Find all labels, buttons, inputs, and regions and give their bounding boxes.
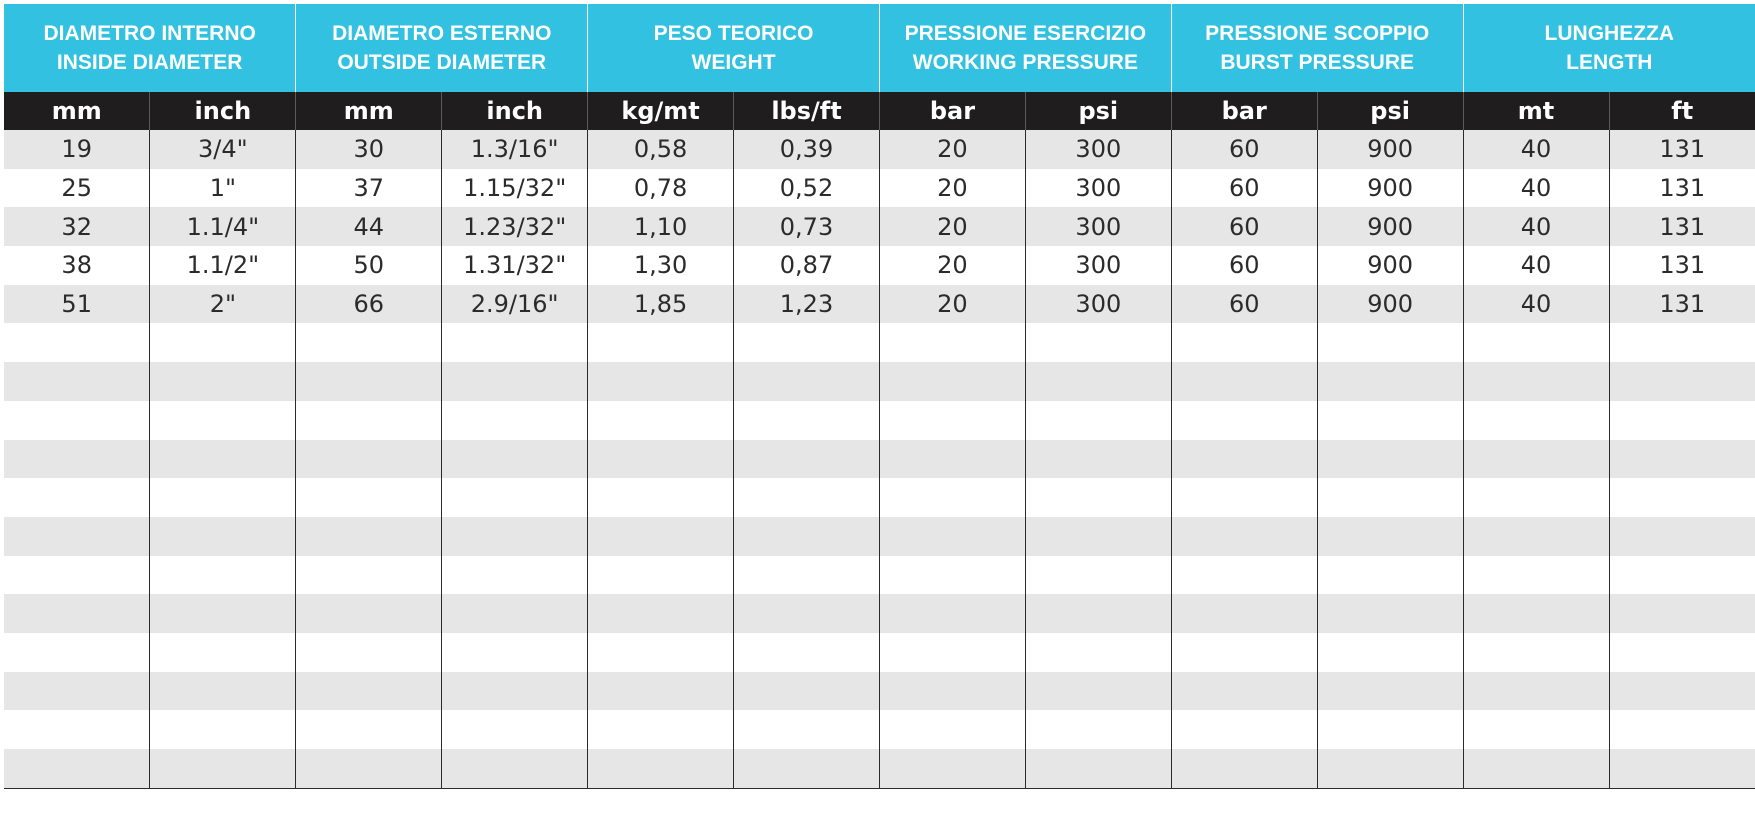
table-cell bbox=[1609, 517, 1755, 556]
table-cell: 20 bbox=[879, 169, 1025, 208]
table-row bbox=[4, 323, 1755, 362]
table-cell bbox=[879, 556, 1025, 595]
table-cell bbox=[879, 401, 1025, 440]
table-cell bbox=[734, 672, 880, 711]
table-cell: 30 bbox=[296, 130, 442, 169]
unit-header: psi bbox=[1317, 92, 1463, 130]
table-cell: 51 bbox=[4, 285, 150, 324]
table-cell bbox=[588, 672, 734, 711]
table-cell: 900 bbox=[1317, 207, 1463, 246]
unit-header: lbs/ft bbox=[734, 92, 880, 130]
table-cell: 40 bbox=[1463, 285, 1609, 324]
table-cell bbox=[879, 440, 1025, 479]
table-cell bbox=[1463, 362, 1609, 401]
table-cell bbox=[734, 401, 880, 440]
table-cell bbox=[1317, 556, 1463, 595]
table-cell bbox=[1463, 401, 1609, 440]
table-cell bbox=[1171, 401, 1317, 440]
table-cell bbox=[1317, 672, 1463, 711]
table-cell bbox=[150, 556, 296, 595]
table-row bbox=[4, 556, 1755, 595]
table-cell: 1.3/16" bbox=[442, 130, 588, 169]
hose-spec-table bbox=[4, 4, 1755, 789]
table-cell bbox=[4, 749, 150, 788]
table-cell: 1.23/32" bbox=[442, 207, 588, 246]
table-cell bbox=[442, 710, 588, 749]
table-cell: 0,87 bbox=[734, 246, 880, 285]
table-row bbox=[4, 594, 1755, 633]
table-cell bbox=[296, 517, 442, 556]
table-cell bbox=[588, 401, 734, 440]
unit-header-row bbox=[4, 92, 1755, 130]
table-cell bbox=[588, 594, 734, 633]
table-cell: 32 bbox=[4, 207, 150, 246]
unit-header: bar bbox=[1171, 92, 1317, 130]
table-row bbox=[4, 207, 1755, 246]
table-cell bbox=[879, 710, 1025, 749]
table-cell bbox=[588, 478, 734, 517]
table-cell bbox=[1171, 478, 1317, 517]
group-header-line-2: LENGTH bbox=[1566, 51, 1653, 74]
table-cell: 20 bbox=[879, 246, 1025, 285]
table-cell: 25 bbox=[4, 169, 150, 208]
table-cell bbox=[296, 401, 442, 440]
table-cell bbox=[296, 478, 442, 517]
unit-header: kg/mt bbox=[588, 92, 734, 130]
table-cell: 60 bbox=[1171, 285, 1317, 324]
table-row bbox=[4, 246, 1755, 285]
table-cell: 2.9/16" bbox=[442, 285, 588, 324]
unit-header: mm bbox=[4, 92, 150, 130]
table-cell bbox=[150, 517, 296, 556]
table-cell bbox=[588, 517, 734, 556]
table-cell bbox=[1609, 556, 1755, 595]
table-cell: 0,78 bbox=[588, 169, 734, 208]
table-cell bbox=[442, 401, 588, 440]
table-cell bbox=[296, 556, 442, 595]
table-cell: 131 bbox=[1609, 169, 1755, 208]
table-cell: 20 bbox=[879, 285, 1025, 324]
table-cell bbox=[150, 672, 296, 711]
table-cell bbox=[588, 440, 734, 479]
table-cell bbox=[1171, 362, 1317, 401]
table-cell bbox=[879, 517, 1025, 556]
table-cell bbox=[1609, 401, 1755, 440]
table-cell: 131 bbox=[1609, 207, 1755, 246]
table-cell bbox=[150, 710, 296, 749]
table-cell bbox=[4, 323, 150, 362]
table-cell bbox=[1317, 710, 1463, 749]
table-cell bbox=[4, 556, 150, 595]
table-cell bbox=[1609, 633, 1755, 672]
table-cell bbox=[4, 440, 150, 479]
group-header-outside-diameter bbox=[296, 4, 588, 92]
table-cell bbox=[734, 323, 880, 362]
group-header-line-2: INSIDE DIAMETER bbox=[56, 51, 243, 74]
table-cell: 60 bbox=[1171, 169, 1317, 208]
table-cell: 131 bbox=[1609, 130, 1755, 169]
table-cell bbox=[1171, 633, 1317, 672]
table-cell bbox=[1609, 710, 1755, 749]
table-cell bbox=[4, 517, 150, 556]
unit-header: inch bbox=[150, 92, 296, 130]
table-cell bbox=[1609, 672, 1755, 711]
table-cell bbox=[1317, 633, 1463, 672]
table-cell bbox=[1171, 672, 1317, 711]
table-row bbox=[4, 440, 1755, 479]
table-row bbox=[4, 517, 1755, 556]
table-cell: 20 bbox=[879, 207, 1025, 246]
table-cell bbox=[1317, 517, 1463, 556]
table-cell: 131 bbox=[1609, 246, 1755, 285]
group-header-line-1: DIAMETRO ESTERNO bbox=[332, 22, 552, 45]
table-cell bbox=[1463, 517, 1609, 556]
table-cell bbox=[1171, 556, 1317, 595]
table-cell bbox=[1463, 749, 1609, 788]
table-cell bbox=[150, 749, 296, 788]
table-cell: 0,73 bbox=[734, 207, 880, 246]
table-row bbox=[4, 362, 1755, 401]
table-cell bbox=[1317, 401, 1463, 440]
group-header-working-pressure bbox=[879, 4, 1171, 92]
table-cell: 1" bbox=[150, 169, 296, 208]
table-cell bbox=[1317, 440, 1463, 479]
table-cell: 131 bbox=[1609, 285, 1755, 324]
table-cell bbox=[879, 323, 1025, 362]
table-cell bbox=[296, 323, 442, 362]
table-cell bbox=[1171, 517, 1317, 556]
group-header-row bbox=[4, 4, 1755, 92]
table-cell: 40 bbox=[1463, 246, 1609, 285]
table-cell bbox=[296, 362, 442, 401]
table-cell bbox=[1171, 594, 1317, 633]
table-cell bbox=[4, 478, 150, 517]
table-cell bbox=[442, 633, 588, 672]
table-cell: 66 bbox=[296, 285, 442, 324]
table-cell: 20 bbox=[879, 130, 1025, 169]
group-header-line-2: WEIGHT bbox=[691, 51, 776, 74]
table-cell: 0,58 bbox=[588, 130, 734, 169]
table-cell: 60 bbox=[1171, 130, 1317, 169]
table-cell: 900 bbox=[1317, 246, 1463, 285]
table-cell bbox=[296, 594, 442, 633]
table-cell bbox=[734, 749, 880, 788]
unit-header: psi bbox=[1025, 92, 1171, 130]
table-row bbox=[4, 169, 1755, 208]
table-cell: 900 bbox=[1317, 285, 1463, 324]
table-cell: 60 bbox=[1171, 246, 1317, 285]
table-cell bbox=[1609, 749, 1755, 788]
table-cell bbox=[1463, 478, 1609, 517]
unit-header: mt bbox=[1463, 92, 1609, 130]
table-cell bbox=[588, 362, 734, 401]
table-cell bbox=[1025, 440, 1171, 479]
table-cell: 19 bbox=[4, 130, 150, 169]
group-header-length bbox=[1463, 4, 1755, 92]
table-cell: 1,30 bbox=[588, 246, 734, 285]
table-cell bbox=[734, 594, 880, 633]
table-cell bbox=[1025, 362, 1171, 401]
table-cell bbox=[150, 323, 296, 362]
table-cell: 1.15/32" bbox=[442, 169, 588, 208]
table-cell bbox=[879, 362, 1025, 401]
table-row bbox=[4, 749, 1755, 788]
table-cell bbox=[296, 749, 442, 788]
group-header-line-1: LUNGHEZZA bbox=[1544, 22, 1675, 45]
group-header-line-1: PESO TEORICO bbox=[653, 22, 814, 45]
group-header-line-1: PRESSIONE SCOPPIO bbox=[1205, 22, 1430, 45]
table-cell bbox=[1025, 672, 1171, 711]
table-cell: 50 bbox=[296, 246, 442, 285]
table-cell: 0,52 bbox=[734, 169, 880, 208]
table-cell: 300 bbox=[1025, 169, 1171, 208]
table-cell: 40 bbox=[1463, 207, 1609, 246]
table-cell bbox=[1025, 323, 1171, 362]
table-cell bbox=[1463, 440, 1609, 479]
group-header-line-2: WORKING PRESSURE bbox=[912, 51, 1138, 74]
group-header-line-1: PRESSIONE ESERCIZIO bbox=[904, 22, 1147, 45]
table-cell bbox=[1463, 323, 1609, 362]
table-cell bbox=[879, 478, 1025, 517]
table-cell bbox=[1463, 633, 1609, 672]
table-cell: 1,85 bbox=[588, 285, 734, 324]
table-cell: 900 bbox=[1317, 169, 1463, 208]
table-cell: 40 bbox=[1463, 130, 1609, 169]
table-cell bbox=[1463, 594, 1609, 633]
table-cell: 300 bbox=[1025, 207, 1171, 246]
table-cell: 1,10 bbox=[588, 207, 734, 246]
table-cell bbox=[1463, 710, 1609, 749]
table-cell: 1,23 bbox=[734, 285, 880, 324]
table-cell bbox=[4, 401, 150, 440]
table-cell bbox=[1171, 710, 1317, 749]
table-cell bbox=[296, 672, 442, 711]
table-cell bbox=[1025, 633, 1171, 672]
table-cell: 40 bbox=[1463, 169, 1609, 208]
table-cell: 44 bbox=[296, 207, 442, 246]
table-cell bbox=[734, 710, 880, 749]
table-cell bbox=[1025, 556, 1171, 595]
table-cell bbox=[588, 749, 734, 788]
table-cell bbox=[150, 633, 296, 672]
table-cell bbox=[150, 594, 296, 633]
table-cell: 0,39 bbox=[734, 130, 880, 169]
table-body bbox=[4, 130, 1755, 788]
table-cell bbox=[588, 323, 734, 362]
group-header-line-2: OUTSIDE DIAMETER bbox=[337, 51, 547, 74]
table-cell bbox=[1025, 401, 1171, 440]
table-cell bbox=[1025, 749, 1171, 788]
table-row bbox=[4, 633, 1755, 672]
table-cell bbox=[442, 517, 588, 556]
spec-table-container bbox=[4, 4, 1755, 789]
group-header-inside-diameter bbox=[4, 4, 296, 92]
group-header-line-1: DIAMETRO INTERNO bbox=[43, 22, 256, 45]
table-cell bbox=[442, 478, 588, 517]
table-cell bbox=[442, 594, 588, 633]
table-cell bbox=[734, 556, 880, 595]
table-cell bbox=[4, 633, 150, 672]
unit-header: bar bbox=[879, 92, 1025, 130]
table-cell bbox=[1025, 478, 1171, 517]
table-cell bbox=[1317, 594, 1463, 633]
group-header-line-2: BURST PRESSURE bbox=[1220, 51, 1415, 74]
table-cell bbox=[4, 710, 150, 749]
table-cell: 300 bbox=[1025, 246, 1171, 285]
table-cell bbox=[296, 633, 442, 672]
table-cell bbox=[1609, 440, 1755, 479]
table-cell bbox=[734, 362, 880, 401]
unit-header: mm bbox=[296, 92, 442, 130]
table-cell bbox=[4, 362, 150, 401]
table-cell bbox=[879, 594, 1025, 633]
table-cell bbox=[4, 672, 150, 711]
group-header-weight bbox=[588, 4, 880, 92]
table-cell: 1.1/4" bbox=[150, 207, 296, 246]
table-cell bbox=[879, 672, 1025, 711]
unit-header: ft bbox=[1609, 92, 1755, 130]
table-row bbox=[4, 478, 1755, 517]
table-cell bbox=[1317, 323, 1463, 362]
table-cell bbox=[442, 672, 588, 711]
table-row bbox=[4, 710, 1755, 749]
table-cell bbox=[734, 633, 880, 672]
table-row bbox=[4, 285, 1755, 324]
table-cell bbox=[734, 440, 880, 479]
table-cell: 3/4" bbox=[150, 130, 296, 169]
table-cell bbox=[442, 556, 588, 595]
table-cell bbox=[734, 517, 880, 556]
group-header-burst-pressure bbox=[1171, 4, 1463, 92]
table-cell: 60 bbox=[1171, 207, 1317, 246]
table-cell bbox=[442, 323, 588, 362]
table-cell bbox=[734, 478, 880, 517]
table-cell bbox=[1317, 478, 1463, 517]
table-row bbox=[4, 401, 1755, 440]
table-cell bbox=[1171, 749, 1317, 788]
table-cell: 300 bbox=[1025, 285, 1171, 324]
table-cell: 900 bbox=[1317, 130, 1463, 169]
table-cell bbox=[1609, 362, 1755, 401]
table-cell bbox=[150, 440, 296, 479]
table-cell bbox=[296, 440, 442, 479]
table-cell bbox=[1317, 362, 1463, 401]
table-cell: 2" bbox=[150, 285, 296, 324]
table-row bbox=[4, 672, 1755, 711]
table-cell bbox=[588, 556, 734, 595]
table-cell bbox=[1025, 594, 1171, 633]
table-cell: 300 bbox=[1025, 130, 1171, 169]
table-cell: 38 bbox=[4, 246, 150, 285]
table-cell bbox=[879, 749, 1025, 788]
table-cell: 1.1/2" bbox=[150, 246, 296, 285]
table-cell bbox=[150, 362, 296, 401]
table-cell bbox=[442, 440, 588, 479]
table-cell bbox=[442, 749, 588, 788]
table-cell bbox=[879, 633, 1025, 672]
table-cell bbox=[442, 362, 588, 401]
table-cell: 1.31/32" bbox=[442, 246, 588, 285]
table-cell bbox=[588, 710, 734, 749]
table-cell: 37 bbox=[296, 169, 442, 208]
table-cell bbox=[1609, 594, 1755, 633]
table-cell bbox=[1025, 710, 1171, 749]
table-cell bbox=[150, 401, 296, 440]
table-cell bbox=[150, 478, 296, 517]
table-row bbox=[4, 130, 1755, 169]
table-cell bbox=[296, 710, 442, 749]
unit-header: inch bbox=[442, 92, 588, 130]
table-cell bbox=[4, 594, 150, 633]
table-cell bbox=[1609, 323, 1755, 362]
table-cell bbox=[1463, 672, 1609, 711]
table-cell bbox=[1463, 556, 1609, 595]
table-cell bbox=[1025, 517, 1171, 556]
table-cell bbox=[1317, 749, 1463, 788]
table-cell bbox=[588, 633, 734, 672]
table-cell bbox=[1171, 440, 1317, 479]
table-cell bbox=[1171, 323, 1317, 362]
table-cell bbox=[1609, 478, 1755, 517]
